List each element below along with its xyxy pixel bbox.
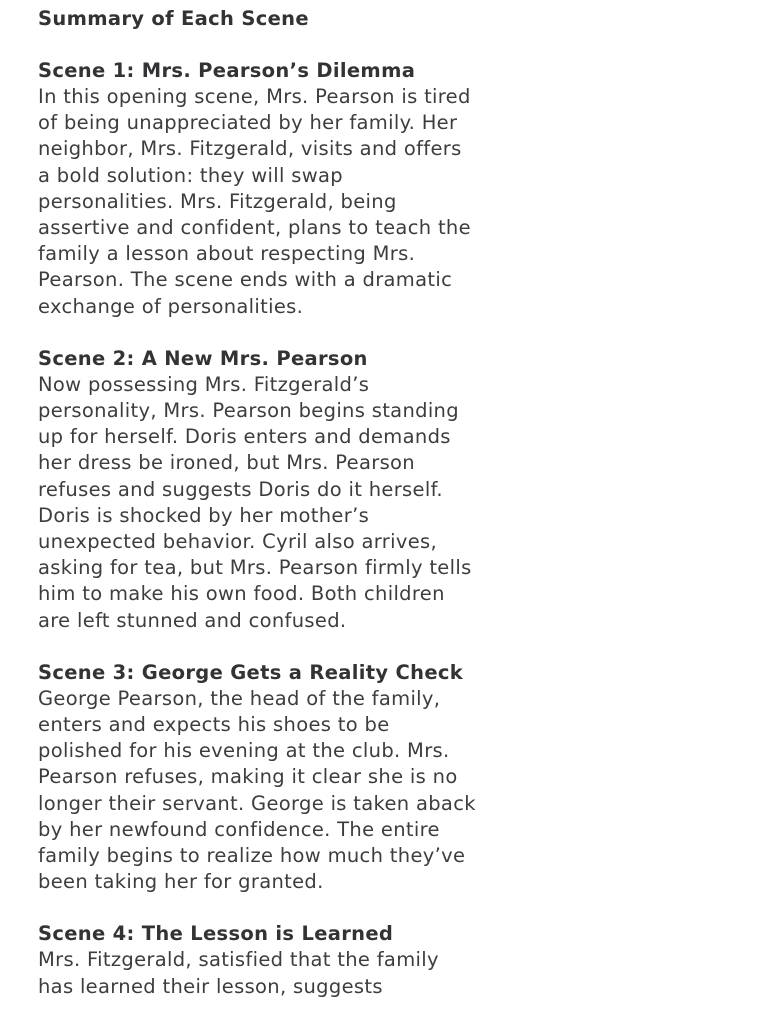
scene-3-summary [38, 686, 738, 896]
scene-1-section [38, 58, 738, 320]
scene-3-line: family begins to realize how much they’ve [38, 844, 466, 868]
scene-2-line: unexpected behavior. Cyril also arrives, [38, 530, 438, 554]
scene-4-section [38, 921, 738, 999]
scene-2-line: asking for tea, but Mrs. Pearson firmly tells [38, 556, 472, 580]
scene-2-line: Doris is shocked by her mother’s [38, 503, 370, 527]
scene-3-line: George Pearson, the head of the family, [38, 686, 441, 710]
scene-1-line: of being unappreciated by her family. Her [38, 111, 458, 135]
scene-2-line: him to make his own food. Both children [38, 582, 445, 606]
scene-1-line: assertive and confident, plans to teach the [38, 216, 471, 240]
scene-3-line: longer their servant. George is taken aback [38, 791, 476, 815]
scene-3-line: been taking her for granted. [38, 870, 324, 894]
scene-1-line: neighbor, Mrs. Fitzgerald, visits and offers [38, 137, 462, 161]
scene-2-summary [38, 372, 738, 634]
scene-4-heading: Scene 4: The Lesson is Learned [38, 922, 394, 946]
scene-2-line: are left stunned and confused. [38, 608, 347, 632]
scene-4-line: Mrs. Fitzgerald, satisfied that the family [38, 948, 439, 972]
scene-4-line: has learned their lesson, suggests [38, 974, 383, 998]
scene-3-line: by her newfound confidence. The entire [38, 817, 440, 841]
scene-1-line: personalities. Mrs. Fitzgerald, being [38, 189, 397, 213]
scene-1-line: In this opening scene, Mrs. Pearson is tired [38, 85, 471, 108]
scene-4-summary [38, 947, 738, 999]
scene-1-summary [38, 84, 738, 320]
scene-2-line: up for herself. Doris enters and demands [38, 425, 451, 449]
scene-3-line: polished for his evening at the club. Mrs. [38, 739, 450, 763]
page-title: Summary of Each Scene [38, 7, 309, 30]
scene-3-section [38, 660, 738, 896]
scene-3-heading: Scene 3: George Gets a Reality Check [38, 660, 464, 684]
scene-1-line: family a lesson about respecting Mrs. [38, 242, 416, 266]
scene-2-line: her dress be ironed, but Mrs. Pearson [38, 451, 415, 475]
scene-2-heading: Scene 2: A New Mrs. Pearson [38, 346, 368, 370]
scene-2-line: personality, Mrs. Pearson begins standing [38, 399, 459, 423]
scene-1-heading: Scene 1: Mrs. Pearson’s Dilemma [38, 59, 416, 82]
scene-1-line: a bold solution: they will swap [38, 163, 343, 187]
scene-1-line: exchange of personalities. [38, 294, 304, 318]
scene-2-line: refuses and suggests Doris do it herself. [38, 477, 443, 501]
scene-2-line: Now possessing Mrs. Fitzgerald’s [38, 372, 370, 396]
scene-3-line: Pearson refuses, making it clear she is no [38, 765, 458, 789]
scene-3-line: enters and expects his shoes to be [38, 713, 390, 737]
scene-1-line: Pearson. The scene ends with a dramatic [38, 268, 453, 292]
scene-2-section [38, 346, 738, 634]
